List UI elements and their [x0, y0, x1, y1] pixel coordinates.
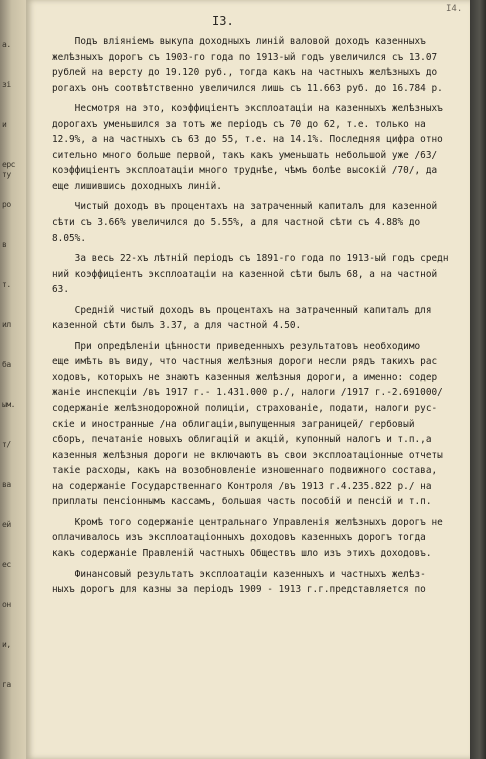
text-line: такіе расходы, какъ на возобновленіе изношеннаго подвижного состава,	[52, 465, 438, 477]
text-line: на содержаніе Государственнаго Контроля /въ 1913 г.4.235.822 р./ на	[52, 480, 432, 492]
document-page	[26, 0, 470, 759]
text-line: 12.9%, а на частныхъ съ 63 до 55, т.е. на 14.1%. Последняя цифра отно	[52, 134, 443, 146]
bleed-fragment: ва	[2, 480, 11, 489]
paragraph	[52, 101, 470, 194]
bleed-fragment: а.	[2, 40, 11, 49]
text-line: еще имѣть въ виду, что частныя желѣзныя дороги несли рядъ такихъ рас	[52, 356, 438, 368]
text-line: жаніе инспекціи /въ 1917 г.- 1.431.000 р./, налоги /1917 г.-2.691000/	[52, 387, 443, 399]
bleed-fragment: и,	[2, 640, 11, 649]
text-line: ныхъ дорогъ для казны за періодъ 1909 - 1913 г.г.представляется по	[52, 584, 426, 596]
bleed-fragment: он	[2, 600, 11, 609]
previous-page-edge	[0, 0, 26, 759]
typed-body-text	[52, 34, 470, 598]
text-line: коэффиціентъ эксплоатаціи много труднѣе, чѣмъ болѣе высокій /70/, да	[52, 165, 438, 177]
paragraph	[52, 515, 470, 562]
text-line: какъ содержаніе Правленій частныхъ Обществъ шло изъ этихъ доходовъ.	[52, 547, 432, 559]
bleed-fragment: ил	[2, 320, 11, 329]
paragraph	[52, 567, 470, 598]
text-line: рогахъ онъ соотвѣтственно увеличился лишь съ 11.663 руб. до 16.784 р.	[52, 82, 443, 94]
bleed-fragment: га	[2, 680, 11, 689]
text-line: дорогахъ уменьшился за тотъ же періодъ съ 70 до 62, т.е. только на	[52, 118, 426, 130]
paragraph	[52, 339, 470, 510]
bleed-fragment: зі	[2, 80, 11, 89]
text-line: При опредѣленіи цѣнности приведенныхъ результатовъ необходимо	[52, 340, 421, 352]
text-line: сборъ, печатаніе новыхъ облигацій и акцій, купонный налогъ и т.п.,а	[52, 434, 432, 446]
bleed-fragment: т.	[2, 280, 11, 289]
text-line: еще лишившись доходныхъ линій.	[52, 180, 222, 192]
text-line: содержаніе желѣзнодорожной полиціи, страхованіе, подати, налоги рус-	[52, 403, 438, 415]
text-line: сѣти съ 3.66% увеличился до 5.55%, а для частной сѣти съ 4.88% до	[52, 217, 421, 229]
text-line: Подъ вліяніемъ выкупа доходныхъ линій валовой доходъ казенныхъ	[52, 36, 426, 47]
paragraph	[52, 251, 470, 298]
text-line: казенной сѣти былъ 3.37, а для частной 4.50.	[52, 320, 302, 332]
paragraph	[52, 303, 470, 334]
text-line: Кромѣ того содержаніе центральнаго Управленія желѣзныхъ дорогъ не	[52, 516, 443, 528]
text-line: скіе и иностранные /на облигаціи,выпущенныя заграницей/ гербовый	[52, 418, 415, 430]
text-line: Несмотря на это, коэффиціентъ эксплоатаціи на казенныхъ желѣзныхъ	[52, 103, 443, 115]
text-line: приплаты пенсіоннымъ кассамъ, большая часть пособій и пенсій и т.п.	[52, 496, 432, 508]
bleed-fragment: т/	[2, 440, 11, 449]
text-line: оплачивалось изъ эксплоатаціонныхъ доходовъ казенныхъ дорогъ тогда	[52, 532, 426, 544]
bleed-fragment: ба	[2, 360, 11, 369]
bleed-fragment: ес	[2, 560, 11, 569]
bleed-fragment: в	[2, 240, 7, 249]
text-line: желѣзныхъ дорогъ съ 1903-го года по 1913-ый годъ увеличился съ 13.07	[52, 51, 438, 63]
paragraph	[52, 34, 470, 96]
text-line: сительно много больше первой, такъ какъ уменьшать небольшой уже /63/	[52, 149, 438, 161]
binding-strip	[470, 0, 486, 759]
text-line: ходовъ, которыхъ не знаютъ казенныя желѣзныя дороги, а именно: содер	[52, 371, 438, 383]
text-line: За весь 22-хъ лѣтній періодъ съ 1891-го года по 1913-ый годъ средн	[52, 253, 449, 265]
text-line: рублей на версту до 19.120 руб., тогда какъ на частныхъ желѣзныхъ до	[52, 67, 438, 79]
bleed-fragment: ей	[2, 520, 11, 529]
bleed-fragment: ро	[2, 200, 11, 209]
next-page-number-bleed: I4.	[446, 4, 463, 14]
bleed-fragment: и	[2, 120, 7, 129]
text-line: ний коэффиціентъ эксплоатаціи на казенной сѣти былъ 68, а на частной	[52, 268, 438, 280]
text-line: казенныя желѣзныя дороги не включаютъ въ свои эксплоатаціонные отчеты	[52, 449, 443, 461]
bleed-fragment: ым.	[2, 400, 15, 409]
text-line: 63.	[52, 284, 69, 296]
page-number: I3.	[212, 14, 234, 28]
text-line: Финансовый результатъ эксплоатаціи казенныхъ и частныхъ желѣз-	[52, 568, 426, 580]
text-line: Чистый доходъ въ процентахъ на затраченный капиталъ для казенной	[52, 201, 438, 213]
text-line: 8.05%.	[52, 232, 86, 244]
paragraph	[52, 199, 470, 246]
text-line: Средній чистый доходъ въ процентахъ на затраченный капиталъ для	[52, 304, 432, 316]
bleed-fragment: ерсту	[2, 160, 15, 179]
